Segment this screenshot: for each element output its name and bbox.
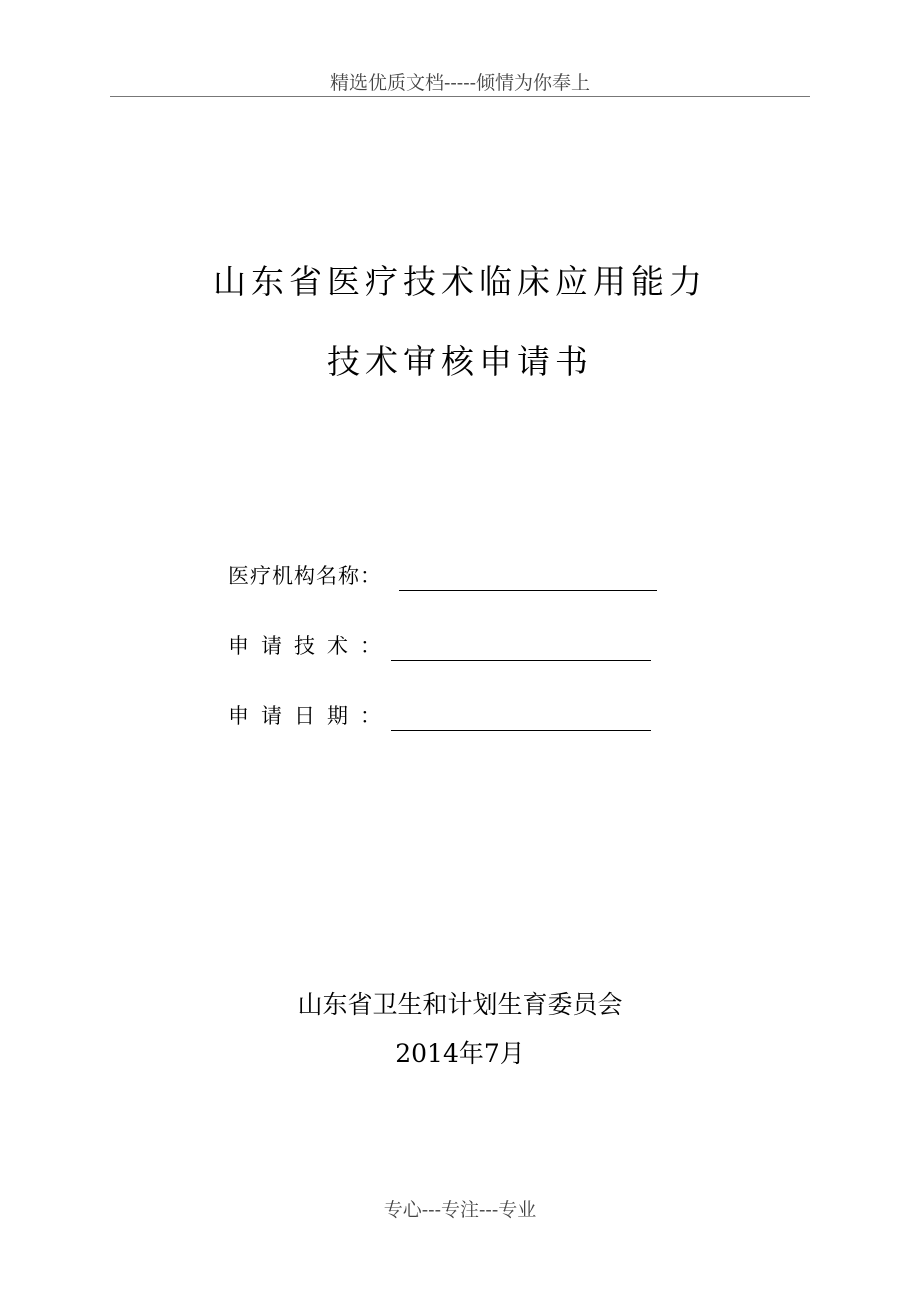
document-title-line-1: 山东省医疗技术临床应用能力 [213,262,707,301]
page-footer-text: 专心---专注---专业 [383,1199,537,1221]
field-applied-technology-label: 申请技术： [228,634,393,658]
document-title-line-2: 技术审核申请书 [327,342,593,381]
field-institution-name-blank [399,590,657,591]
header-divider [110,96,810,97]
issue-date: 2014年7月 [395,1039,525,1068]
page-header-text: 精选优质文档-----倾情为你奉上 [329,72,591,94]
field-application-date-blank [391,730,651,731]
issuing-authority: 山东省卫生和计划生育委员会 [297,990,623,1019]
field-applied-technology-blank [391,660,651,661]
field-institution-name-label: 医疗机构名称： [228,564,382,588]
field-application-date-label: 申请日期： [228,704,393,728]
